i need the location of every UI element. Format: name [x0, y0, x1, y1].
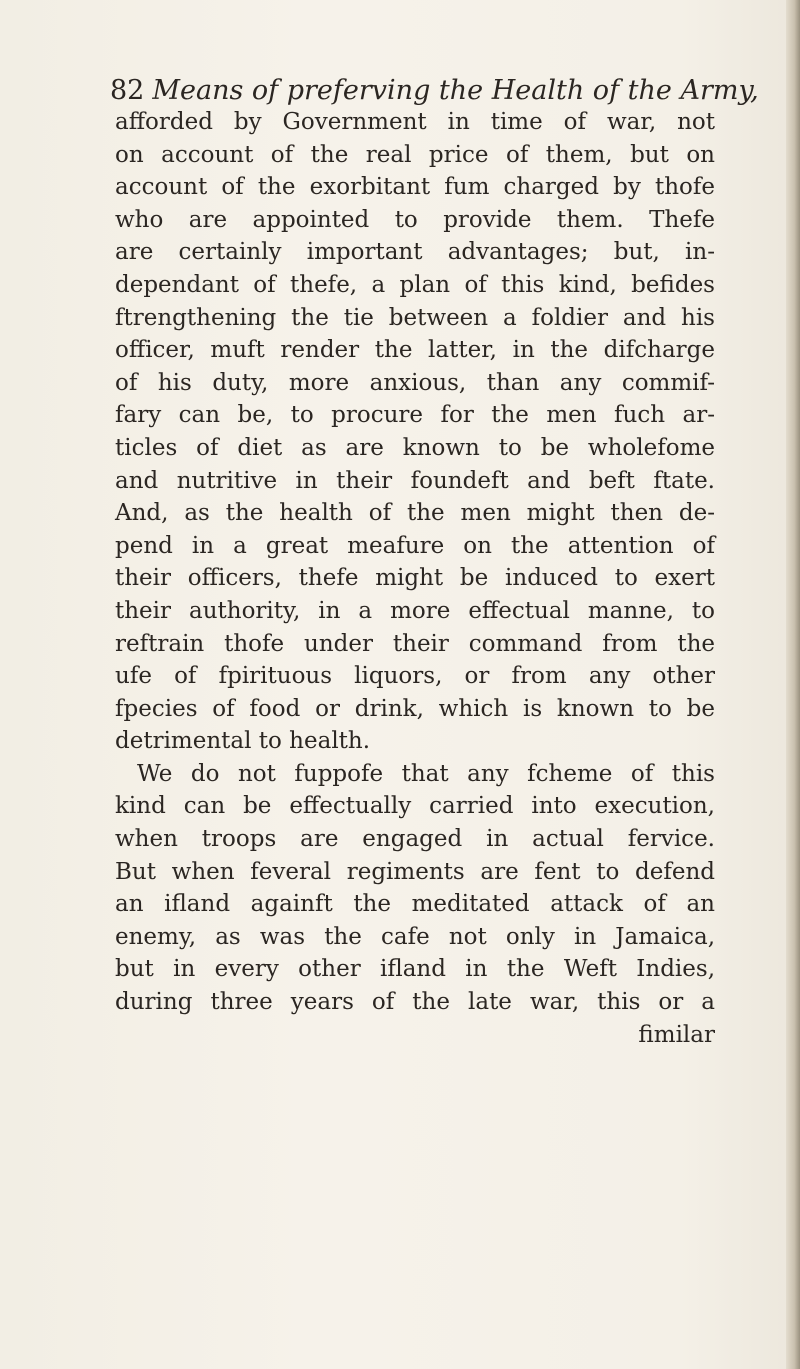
text-line: account of the exorbitant fum charged by thofe — [115, 174, 715, 201]
page-edge-shadow — [786, 0, 800, 1369]
page-number: 82 — [110, 75, 145, 106]
text-line: detrimental to health. — [115, 728, 371, 755]
text-line: fary can be, to procure for the men fuch ar- — [115, 402, 715, 429]
text-line: when troops are engaged in actual fervice. — [115, 826, 715, 853]
text-line: dependant of thefe, a plan of this kind, befides — [115, 271, 715, 298]
text-line: their authority, in a more effectual manne, to — [115, 597, 715, 624]
page-header — [110, 74, 759, 108]
text-line: ufe of fpirituous liquors, or from any other — [115, 663, 715, 690]
text-line: We do not fuppofe that any fcheme of this — [137, 760, 715, 787]
text-line: but in every other ifland in the Weft Indies, — [115, 956, 715, 983]
text-line: reftrain thofe under their command from the — [115, 630, 715, 657]
running-title: Means of preferving the Health of the Army, — [152, 75, 759, 106]
text-line: enemy, as was the cafe not only in Jamaica, — [115, 923, 715, 950]
text-line: who are appointed to provide them. Thefe — [115, 206, 715, 233]
text-line: and nutritive in their foundeft and beft ftate. — [115, 467, 715, 494]
body-text — [115, 106, 715, 1051]
text-line: And, as the health of the men might then de- — [115, 500, 715, 527]
text-line: afforded by Government in time of war, not — [115, 109, 715, 135]
text-line: officer, muft render the latter, in the difcharge — [115, 337, 715, 364]
text-line: of his duty, more anxious, than any commif- — [115, 369, 715, 396]
text-line: an ifland againft the meditated attack of an — [115, 891, 715, 918]
text-line: are certainly important advantages; but, in- — [115, 239, 715, 266]
text-line: on account of the real price of them, but on — [115, 141, 715, 168]
text-line: ftrengthening the tie between a foldier and his — [115, 304, 715, 331]
catchword: fimilar — [638, 1021, 715, 1048]
text-line: kind can be effectually carried into execution, — [115, 793, 715, 820]
text-line: fpecies of food or drink, which is known to be — [115, 695, 715, 722]
text-line: their officers, thefe might be induced to exert — [115, 565, 715, 592]
text-line: during three years of the late war, this or a — [115, 989, 715, 1016]
text-line: But when feveral regiments are fent to defend — [115, 858, 715, 885]
text-line: pend in a great meafure on the attention of — [115, 532, 715, 559]
text-line: ticles of diet as are known to be wholefome — [115, 434, 715, 461]
